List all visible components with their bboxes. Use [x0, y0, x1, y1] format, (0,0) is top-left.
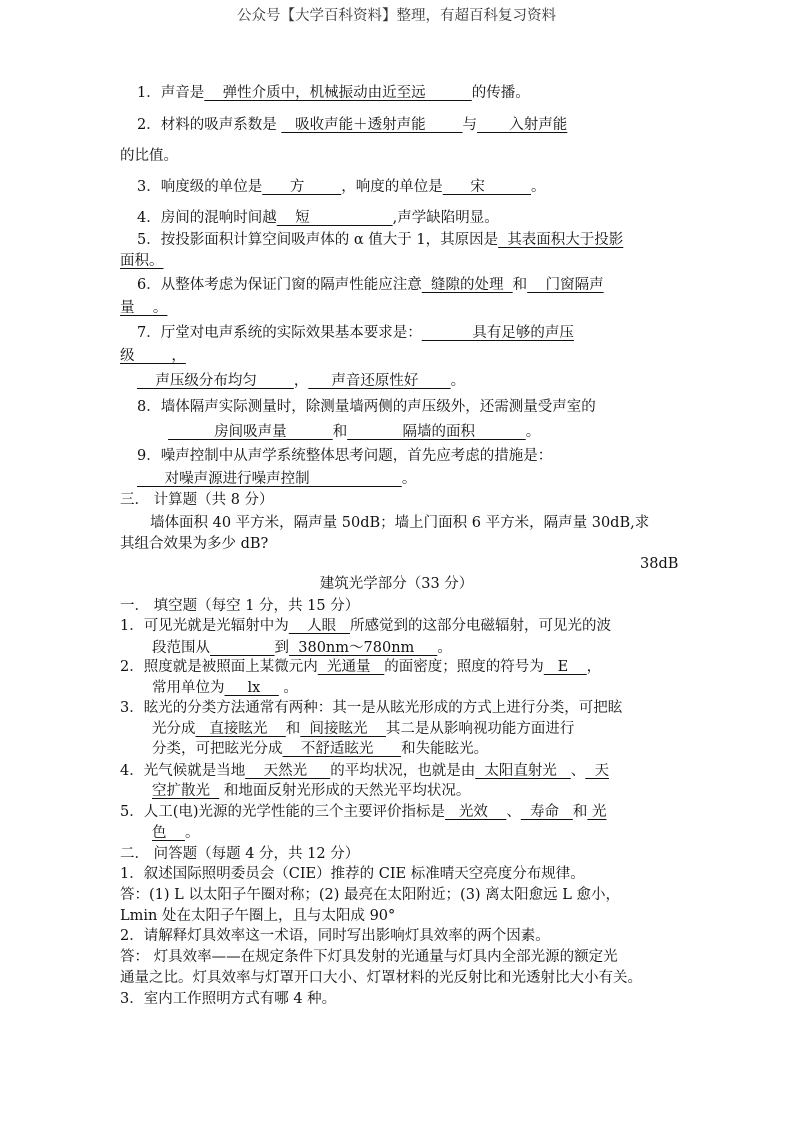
answer: 天然光 [245, 763, 331, 779]
q-text: 。 [450, 373, 466, 389]
q-text: 分类，可把眩光分成 [152, 741, 283, 757]
qa3-question: 3．室内工作照明方式有哪 4 种。 [120, 991, 337, 1007]
answer: 太阳直射光 [475, 763, 571, 779]
calc-answer: 38dB [640, 556, 679, 572]
answer: 量 。 [120, 300, 168, 316]
calc-question-line1: 墙体面积 40 平方米，隔声量 50dB；墙上门面积 6 平方米，隔声量 30dB,求 [150, 515, 650, 531]
answer: 具有足够的声压 [421, 325, 574, 341]
optics-q2-line2 [152, 677, 298, 699]
answer: 其表面积大于投影 [498, 232, 624, 248]
q-text: 和失能眩光。 [401, 741, 489, 757]
q-text: 和地面反射光形成的天然光平均状况。 [219, 783, 471, 799]
q-text: 到 [274, 640, 290, 656]
answer: 光效 [445, 804, 507, 820]
answer: 弹性介质中，机械振动由近至远 [204, 85, 472, 101]
q-text: 、 [506, 804, 521, 820]
q-text: ,声学缺陷明显。 [392, 210, 499, 226]
acoustic-q6-cont [120, 297, 167, 319]
q-text: 光分成 [152, 721, 196, 737]
q-text: 所感觉到的这部分电磁辐射，可见光的波 [350, 618, 611, 634]
acoustic-q7-cont [120, 345, 186, 367]
answer: 光通量 [317, 659, 385, 675]
answer: 缝隙的处理 [421, 277, 513, 293]
answer: 人眼 [288, 618, 350, 634]
q-text: 。 [525, 424, 541, 440]
qa2-answer-line1: 答： 灯具效率——在规定条件下灯具发射的光通量与灯具内全部光源的额定光 [120, 949, 618, 965]
answer: 吸收声能＋透射声能 [281, 117, 463, 133]
calc-question-line2: 其组合效果为多少 dB? [120, 536, 269, 552]
q-text: 的传播。 [471, 85, 530, 101]
answer: 对噪声源进行噪声控制 [137, 471, 402, 487]
q-text: 、 [570, 763, 586, 779]
q-text: 。 [401, 471, 417, 487]
acoustic-q2 [137, 114, 567, 136]
q-text: 3．眩光的分类方法通常有两种：其一是从眩光形成的方式上进行分类，可把眩 [120, 700, 623, 716]
q-text: 5．人工(电)光源的光学性能的三个主要评价指标是 [120, 804, 446, 820]
acoustic-q4 [137, 207, 499, 229]
answer: 级 ， [120, 348, 186, 364]
q-text: 其二是从影响视功能方面进行 [385, 721, 575, 737]
q-text: 6．从整体考虑为保证门窗的隔声性能应注意 [137, 277, 422, 293]
answer: 入射声能 [477, 117, 568, 133]
acoustic-q7 [137, 322, 574, 344]
q-text: ， [293, 373, 309, 389]
q-text: 与 [462, 117, 478, 133]
qa1-answer-line1: 答：(1) L 以太阳子午圈对称；(2) 最亮在太阳附近；(3) 离太阳愈远 L 愈小， [120, 887, 621, 903]
answer: 宋 [442, 179, 532, 195]
q-text: ，响度的单位是 [341, 179, 443, 195]
qa2-answer-line2: 通量之比。灯具效率与灯罩开口大小、灯罩材料的光反射比和光透射比大小有关。 [120, 970, 642, 986]
q-text: 和 [332, 424, 348, 440]
qa2-question: 2．请解释灯具效率这一术语，同时写出影响灯具效率的两个因素。 [120, 928, 550, 944]
q-text: 4．光气候就是当地 [120, 763, 246, 779]
q-text: 常用单位为 [152, 680, 225, 696]
page-header: 公众号【大学百科资料】整理，有超百科复习资料 [237, 8, 556, 24]
q-text: 和 [285, 721, 301, 737]
acoustic-q9 [137, 445, 552, 467]
answer: 380nm～780nm [289, 640, 438, 656]
acoustic-q5-cont [120, 250, 164, 272]
acoustic-q6 [137, 274, 604, 296]
answer: 不舒适眩光 [282, 741, 402, 757]
answer: E [543, 659, 587, 675]
acoustic-q8 [137, 396, 596, 418]
answer: 间接眩光 [300, 721, 386, 737]
q-text: 2．照度就是被照面上某微元内 [120, 659, 318, 675]
optics-q4-line2 [152, 780, 470, 802]
q-text: 1．声音是 [137, 85, 205, 101]
q-text: 和 [512, 277, 528, 293]
acoustic-q5 [137, 229, 623, 251]
acoustic-q9-line2 [137, 468, 416, 490]
q-text: ， [586, 659, 602, 675]
optics-fill-heading: 一． 填空题（每空 1 分，共 15 分） [120, 598, 360, 614]
qa1-answer-line2: Lmin 处在太阳子午圈上，且与太阳成 90° [120, 908, 396, 924]
answer: 天 [585, 763, 609, 779]
q-text: 1．可见光就是光辐射中为 [120, 618, 289, 634]
q-text: 。 [278, 680, 298, 696]
answer: 房间吸声量 [168, 424, 333, 440]
optics-q4 [120, 760, 609, 782]
answer: 门窗隔声 [527, 277, 604, 293]
q-text: 5．按投影面积计算空间吸声体的 α 值大于 1，其原因是 [137, 232, 499, 248]
optics-q1 [120, 615, 611, 637]
qa1-question: 1．叙述国际照明委员会（CIE）推荐的 CIE 标准晴天空亮度分布规律。 [120, 866, 585, 882]
acoustic-q1 [137, 82, 530, 104]
answer: 色 [152, 825, 185, 841]
acoustic-q3 [137, 176, 546, 198]
q-text: 8．墙体隔声实际测量时，除测量墙两侧的声压级外，还需测量受声室的 [137, 399, 596, 415]
answer [210, 640, 275, 656]
optics-q5 [120, 801, 606, 823]
optics-q3 [120, 697, 622, 719]
q-text: 4．房间的混响时间越 [137, 210, 277, 226]
answer: 光 [587, 804, 607, 820]
q-text: 的平均状况，也就是由 [330, 763, 476, 779]
q-text: 。 [531, 179, 546, 195]
answer: 隔墙的面积 [347, 424, 526, 440]
q-text: 9．噪声控制中从声学系统整体思考问题，首先应考虑的措施是： [137, 448, 553, 464]
calc-heading: 三． 计算题（共 8 分） [120, 492, 274, 508]
answer: 面积。 [120, 253, 164, 269]
answer: 方 [262, 179, 342, 195]
optics-qa-heading: 二． 问答题（每题 4 分，共 12 分） [120, 846, 360, 862]
optics-q3-line2 [152, 718, 574, 740]
q-text: 和 [572, 804, 588, 820]
optics-q3-line3 [152, 738, 488, 760]
q-text: 的面密度；照度的符号为 [384, 659, 544, 675]
q-text: 。 [437, 640, 452, 656]
q-text: 2．材料的吸声系数是 [137, 117, 282, 133]
acoustic-q7-line2 [137, 370, 465, 392]
acoustic-q8-line2 [168, 421, 540, 443]
optics-title: 建筑光学部分（33 分） [319, 576, 474, 592]
q-text: 段范围从 [152, 640, 210, 656]
acoustic-q2-cont: 的比值。 [120, 148, 178, 164]
answer: 声音还原性好 [308, 373, 451, 389]
answer: 声压级分布均匀 [137, 373, 294, 389]
answer: 空扩散光 [152, 783, 220, 799]
answer: 直接眩光 [195, 721, 286, 737]
answer: 短 [276, 210, 393, 226]
optics-q2 [120, 656, 601, 678]
answer: lx [224, 680, 279, 696]
q-text: 。 [184, 825, 200, 841]
q-text: 3．响度级的单位是 [137, 179, 263, 195]
optics-q5-line2 [152, 822, 199, 844]
q-text: 7．厅堂对电声系统的实际效果基本要求是： [137, 325, 422, 341]
answer: 寿命 [520, 804, 573, 820]
